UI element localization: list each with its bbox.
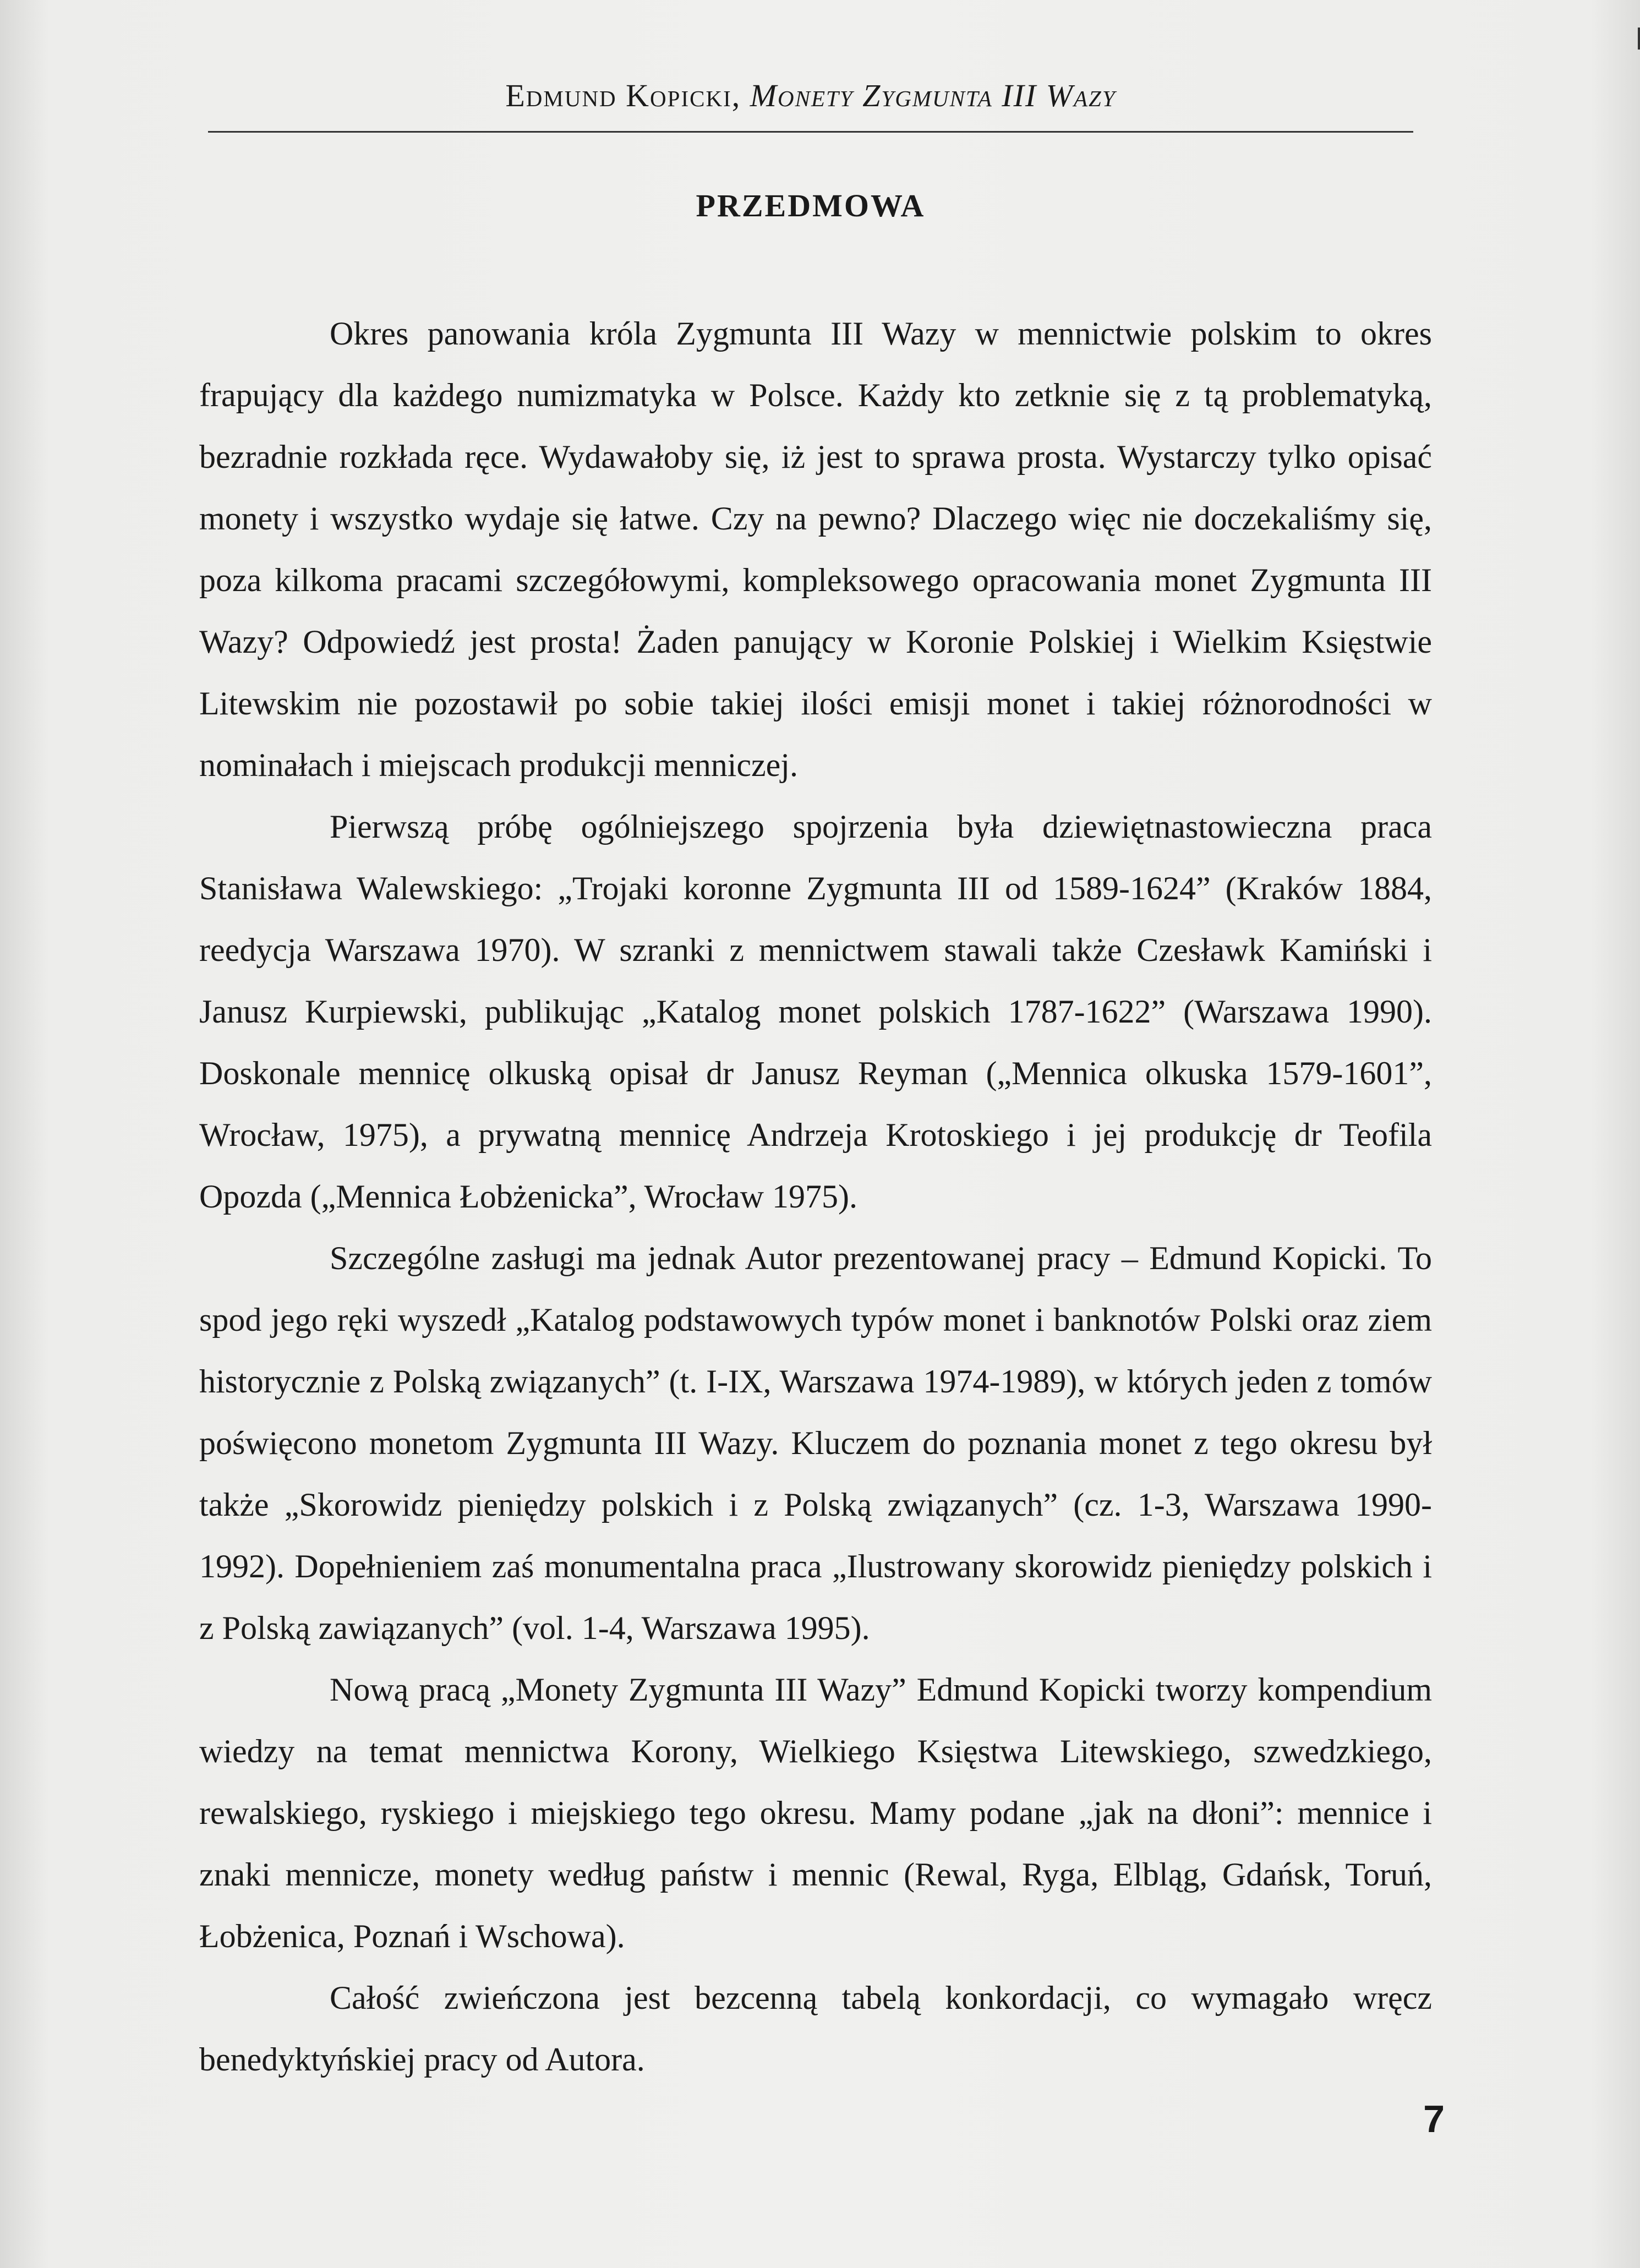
paragraph-3: Szczególne zasługi ma jednak Autor prezentowanej pracy – Edmund Kopicki. To spod jego ręki wyszedł „Katalog podstawowych typów monet i banknotów Polski oraz ziem historycznie z Polską związanych” (t. I-IX, Warszawa 1974-1989), w których jeden z tomów poświęcono monetom Zygmunta III Wazy. Kluczem do poznania monet z tego okresu był także „Skorowidz pieniędzy polskich i z Polską związanych” (cz. 1-3, Warszawa 1990-1992). Dopełnieniem zaś monumentalna praca „Ilustrowany skorowidz pieniędzy polskich i z Polską zawiązanych” (vol. 1-4, Warszawa 1995). — [199, 1240, 1432, 1646]
header-book-title: Monety Zygmunta III Wazy — [750, 78, 1116, 113]
page-edge-mark — [1638, 28, 1640, 50]
paragraph-2: Pierwszą próbę ogólniejszego spojrzenia była dziewiętnastowieczna praca Stanisława Walewskiego: „Trojaki koronne Zygmunta III od 1589-1624” (Kraków 1884, reedycja Warszawa 1970). W szranki z mennictwem stawali także Czesławk Kamiński i Janusz Kurpiewski, publikując „Katalog monet polskich 1787-1622” (Warszawa 1990). Doskonale mennicę olkuską opisał dr Janusz Reyman („Mennica olkuska 1579-1601”, Wrocław, 1975), a prywatną mennicę Andrzeja Krotoskiego i jej produkcję dr Teofila Opozda („Mennica Łobżenicka”, Wrocław 1975). — [199, 808, 1432, 1215]
body-text — [199, 303, 1432, 2090]
page-number: 7 — [1423, 2097, 1445, 2140]
paragraph-5: Całość zwieńczona jest bezcenną tabelą konkordacji, co wymagało wręcz benedyktyńskiej pracy od Autora. — [199, 1980, 1432, 2078]
paragraph-4: Nową pracą „Monety Zygmunta III Wazy” Edmund Kopicki tworzy kompendium wiedzy na temat mennictwa Korony, Wielkiego Księstwa Litewskiego, szwedzkiego, rewalskiego, ryskiego i miejskiego tego okresu. Mamy podane „jak na dłoni”: mennice i znaki mennicze, monety według państw i mennic (Rewal, Ryga, Elbląg, Gdańsk, Toruń, Łobżenica, Poznań i Wschowa). — [199, 1671, 1432, 1954]
paragraph-1: Okres panowania króla Zygmunta III Wazy w mennictwie polskim to okres frapujący dla każdego numizmatyka w Polsce. Każdy kto zetknie się z tą problematyką, bezradnie rozkłada ręce. Wydawałoby się, iż jest to sprawa prosta. Wystarczy tylko opisać monety i wszystko wydaje się łatwe. Czy na pewno? Dlaczego więc nie doczekaliśmy się, poza kilkoma pracami szczegółowymi, kompleksowego opracowania monet Zygmunta III Wazy? Odpowiedź jest prosta! Żaden panujący w Koronie Polskiej i Wielkim Księstwie Litewskim nie pozostawił po sobie takiej ilości emisji monet i takiej różnorodności w nominałach i miejscach produkcji menniczej. — [199, 315, 1432, 783]
header-rule — [208, 131, 1413, 133]
section-title: PRZEDMOWA — [696, 188, 926, 223]
header-author: Edmund Kopicki, — [505, 78, 741, 113]
running-header — [208, 77, 1413, 114]
